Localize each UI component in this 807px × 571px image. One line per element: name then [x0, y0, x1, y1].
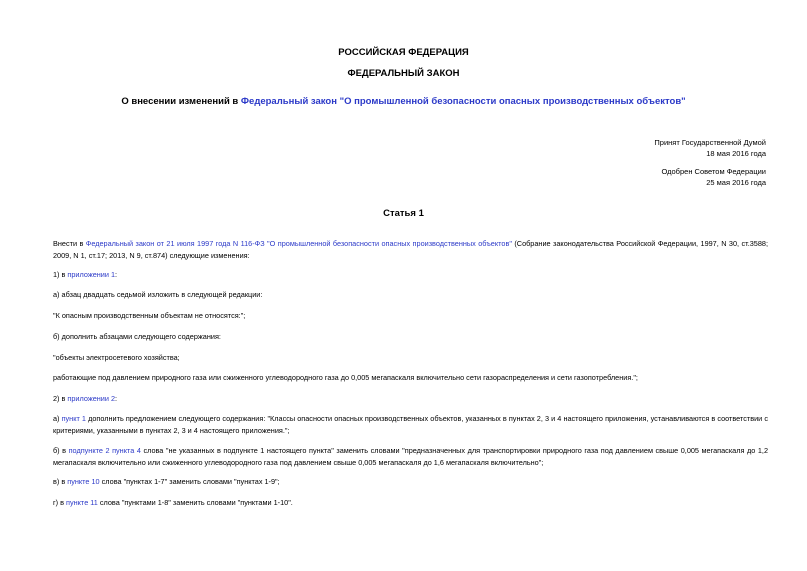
item2a-prefix: а)	[53, 414, 62, 423]
item2b-prefix: б) в	[53, 446, 69, 455]
council-approved-label: Одобрен Советом Федерации	[661, 167, 766, 176]
title-law-link[interactable]: Федеральный закон "О промышленной безопасности опасных производственных объектов"	[240, 96, 686, 107]
item1-prefix: 1) в	[53, 270, 68, 279]
intro-prefix: Внести в	[53, 239, 86, 248]
council-approved-date: 25 мая 2016 года	[706, 177, 766, 187]
country-heading: РОССИЙСКАЯ ФЕДЕРАЦИЯ	[338, 47, 469, 58]
item2d-point-link[interactable]: пункте 11	[66, 498, 98, 507]
document-title	[0, 96, 807, 107]
item2c-prefix: в) в	[53, 477, 68, 486]
item-2a-paragraph	[53, 413, 768, 436]
adoption-council	[661, 167, 766, 188]
item1-suffix: :	[115, 270, 118, 279]
intro-suffix: (Собрание законодательства Российской Федерации, 1997, N 30, ст.3588; 2009, N 1, ст.17; 2013, N 9, ст.874) следующие изменения:	[53, 239, 768, 260]
item2c-point-link[interactable]: пункте 10	[67, 477, 100, 486]
item2-appendix-link[interactable]: приложении 2	[67, 394, 116, 403]
item-2b-paragraph	[53, 445, 768, 468]
duma-adopted-label: Принят Государственной Думой	[654, 138, 766, 147]
item2-suffix: :	[115, 394, 118, 403]
item-1b-quote-1: "объекты электросетевого хозяйства;	[53, 353, 180, 362]
item2b-text: слова "не указанных в подпункте 1 настоящего пункта" заменить словами "предназначенных для транспортировки природного газа под давлением свыше 0,005 мегапаскаля до 1,2 мегапаскаля включительно или сжиженного углеводородного газа под давлением свыше 0,005 мегапаскаля до 1,6 мегапаскаля включительно";	[53, 446, 769, 467]
item-1	[53, 269, 117, 281]
item-2	[53, 393, 117, 405]
item-1b: б) дополнить абзацами следующего содержания:	[53, 332, 221, 341]
duma-adopted-date: 18 мая 2016 года	[706, 148, 766, 158]
intro-law-link[interactable]: Федеральный закон от 21 июля 1997 года N 116-ФЗ "О промышленной безопасности опасных производственных объектов"	[85, 239, 512, 248]
article-heading: Статья 1	[383, 208, 424, 219]
item2c-text: слова "пунктах 1-7" заменить словами "пунктах 1-9";	[99, 477, 280, 486]
item2-prefix: 2) в	[53, 394, 68, 403]
item1-appendix-link[interactable]: приложении 1	[67, 270, 116, 279]
item2a-point-link[interactable]: пункт 1	[61, 414, 86, 423]
document-type-heading: ФЕДЕРАЛЬНЫЙ ЗАКОН	[347, 68, 460, 79]
item2d-text: слова "пунктами 1-8" заменить словами "пунктами 1-10".	[97, 498, 293, 507]
article-intro-paragraph	[53, 238, 768, 261]
item-1a-quote: "К опасным производственным объектам не относятся:";	[53, 311, 246, 320]
adoption-duma	[654, 138, 766, 159]
item-1a: а) абзац двадцать седьмой изложить в следующей редакции:	[53, 290, 263, 299]
item2a-text: дополнить предложением следующего содержания: "Классы опасности опасных производственных объектов, указанных в пунктах 2, 3 и 4 настоящего приложения, устанавливаются в соответствии с критериями, указанными в пунктах 2, 3 и 4 настоящего приложения.";	[53, 414, 768, 435]
item-2d	[53, 497, 293, 509]
title-prefix: О внесении изменений в	[121, 96, 241, 107]
item2d-prefix: г) в	[53, 498, 67, 507]
item-1b-quote-2: работающие под давлением природного газа или сжиженного углеводородного газа до 0,005 мегапаскаля включительно сети газораспределения и сети газопотребления.";	[53, 373, 638, 382]
item-2c	[53, 476, 280, 488]
item2b-subpoint-link[interactable]: подпункте 2 пункта 4	[68, 446, 141, 455]
